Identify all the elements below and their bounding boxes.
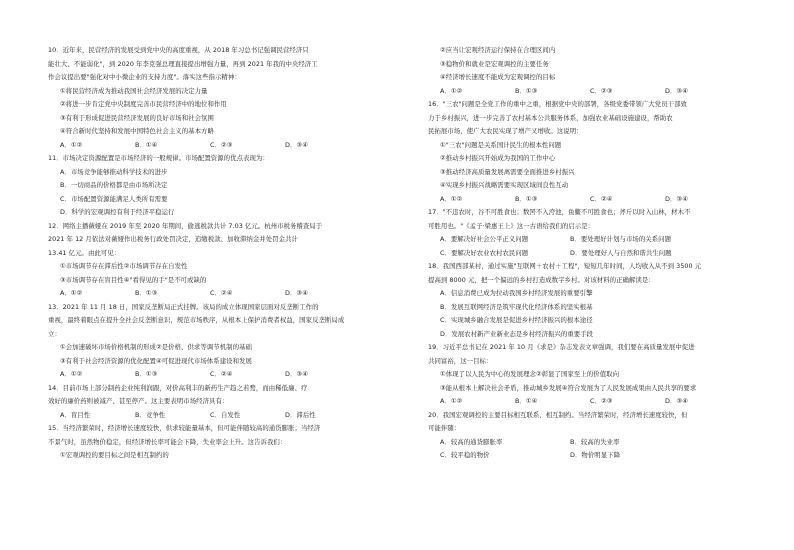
question-15 — [48, 422, 388, 463]
answer-options — [428, 233, 768, 247]
question-13 — [48, 301, 388, 382]
statement-item: ④符合新时代坚持和发展中国特色社会主义的基本方略 — [60, 127, 214, 135]
question-stem: 12．网络主播薇娅在 2019 年至 2020 年期间，偷逃税款共计 7.03 亿元。杭州市税务稽查局于 — [48, 221, 323, 230]
option-a: A．①② — [60, 289, 83, 297]
option-d: D．③④ — [665, 397, 688, 405]
option-a: A．较高的通货膨胀率 — [440, 437, 503, 446]
option-d: D．③④ — [285, 289, 308, 297]
option-d: D．要处理好人与自然和谐共生问题 — [570, 248, 672, 257]
right-column — [428, 44, 768, 463]
answer-options — [48, 409, 388, 423]
statement-item: ①市场调节存在滞后性②市场调节存在自发性 — [60, 262, 188, 270]
statement-item: ①体现了以人民为中心的发展理念②彰显了国家至上的价值取向 — [440, 370, 620, 378]
option-b: B．①③ — [515, 194, 538, 203]
left-column — [48, 44, 388, 463]
question-stem: 民拓展市场，使广大农民实现了增产又增收。这说明： — [428, 127, 583, 135]
option-d: D．③④ — [285, 140, 308, 149]
answer-options — [428, 85, 768, 99]
option-c: C．要解决好农业农村农民问题 — [440, 248, 529, 257]
question-10 — [48, 44, 388, 152]
option-d: D．发展农村新产业新业态是乡村经济振兴的重要手段 — [440, 329, 594, 338]
option-a: A．要解决好社会公平正义问题 — [440, 235, 529, 243]
option-b: B．①④ — [515, 397, 538, 405]
question-stem: 共同富裕，这一目标： — [428, 356, 493, 365]
question-stem: 13．2021 年 11 月 18 日，国家反垄断局正式挂牌。该局的成立体现国家层面对反垄断工作的 — [48, 302, 319, 311]
question-stem: 14．目前市场上部分制药企业纯利润跟，对价高利丰的新药生产趋之若鹜，而由稀低廉、疗 — [48, 383, 308, 392]
question-stem: 16．"三农"问题是全党工作的重中之重，根据党中央的部署，各级党委带领广大党员干部致 — [428, 100, 687, 108]
question-11 — [48, 152, 388, 220]
statement-item: ①会加速破坏市场价格机制的形成②是价格、供求等调节机制的基础 — [60, 343, 252, 351]
question-stem: 力于乡村振兴，进一步完善了农村基本公共服务体系，加强农业基础设施建设，帮助农 — [428, 113, 673, 122]
question-16 — [428, 98, 768, 206]
answer-options — [428, 395, 768, 409]
question-12 — [48, 220, 388, 301]
option-a: A．①② — [440, 86, 463, 95]
option-d: D．③④ — [665, 194, 688, 203]
statement-item: ①宏观调控的要目标之间是相互制约的 — [60, 451, 169, 459]
question-stem: 可能伴随： — [428, 424, 461, 432]
option-b: B．发展互联网经济是筑牢现代化经济体系的坚实根基 — [440, 302, 593, 311]
option-b: B．①③ — [515, 86, 538, 95]
question-stem: 可胜用也。"《孟子·梁惠王上》这一古语给我们的启示是： — [428, 221, 595, 230]
question-stem: 19．习近平总书记在 2021 年 10 月《求是》杂志发表文章强调，我们要在高质量发展中促进 — [428, 343, 695, 351]
answer-options — [48, 287, 388, 301]
option-c: C．②④ — [210, 289, 233, 297]
statement-item: ③有利于形成促进民营经济发展的良好市场和社会氛围 — [60, 113, 214, 122]
answer-options — [428, 193, 768, 207]
option-d: D．③④ — [285, 370, 308, 378]
question-14 — [48, 382, 388, 423]
question-stem: 效好的廉价药则被减产、甚至停产。这主要表明市场经济具有： — [48, 397, 229, 405]
option-b: B．一切商品的价格都是由市场所决定 — [60, 181, 168, 189]
question-stem: 10．近年来，民营经济的发展受到党中央的高度重视，从 2018 年习总书记强调民营经济只 — [48, 46, 309, 54]
option-b: B．竞争性 — [135, 410, 166, 419]
option-b: B．要处理好计划与市场的关系问题 — [570, 235, 672, 243]
answer-options — [428, 449, 768, 463]
question-stem: 17．"不违农时，谷不可胜食也；数罟不入洿池，鱼鳖不可胜食也；斧斤以时入山林，材木不 — [428, 208, 691, 216]
option-c: C．②④ — [210, 370, 233, 378]
option-b: B．①③ — [135, 289, 158, 297]
option-b: B．①④ — [135, 140, 158, 149]
statement-item: ②推动乡村振兴开始成为我国的工作中心 — [440, 154, 556, 162]
question-stem: 作会议提出要"强化对中小微企业的支持力度"。落实这些指示精神： — [48, 73, 241, 81]
statement-item: ③推动经济高质量发展离需要全面推进乡村振兴 — [440, 167, 575, 176]
option-a: A．①② — [60, 370, 83, 378]
question-stem: 11．市场决定资源配置是市场经济的一般规律。市场配置资源的优点表现为： — [48, 154, 269, 162]
statement-item: ③有利于社会经济资源的优化配置④可促进现代市场体系建设和发展 — [60, 356, 252, 365]
statement-item: ①将民营经济成为推动我国社会经济发展的决定力量 — [60, 86, 208, 95]
question-stem: 重视，最终着眼点在提升全社会反垄断意识，规范市场秩序，从根本上保护消费者权益，国家反垄断局成 — [48, 316, 345, 324]
question-stem: 提高到 8000 元，把一个偏远的乡村打造成数字乡村。对该材料的正确解读是： — [428, 275, 655, 284]
question-stem: 立： — [48, 329, 61, 338]
option-b: B．①③ — [135, 370, 158, 378]
option-a: A．盲目性 — [60, 410, 91, 419]
option-c: C．②④ — [590, 194, 613, 203]
option-c: C．②③ — [210, 140, 233, 149]
question-20 — [428, 409, 768, 463]
statement-item: ②将进一步肯定党中央制度完善市民营经济中的地位和作用 — [60, 100, 227, 108]
option-b: B．较高的失业率 — [570, 437, 620, 446]
option-a: A．①② — [60, 140, 83, 149]
option-d: D．③④ — [665, 86, 688, 95]
statement-item: ①"三农"问题是关系国计民生的根本性问题 — [440, 140, 562, 149]
option-c: C．自发性 — [210, 410, 241, 419]
question-17 — [428, 206, 768, 260]
option-a: A．①② — [440, 397, 463, 405]
option-c: C．市场配置资源能满足人类所有需要 — [60, 194, 168, 203]
answer-options — [48, 139, 388, 153]
statement-item: ③能从根本上解决社会矛盾，推动城乡发展④符合发展为了人民发展成果由人民共享的要求 — [440, 383, 697, 392]
statement-item: ③市场调节存在盲目性④"看得见的手"是不可或缺的 — [60, 275, 207, 284]
question-stem: 2021 年 12 月依法对薇娅作出税务行政处罚决定，追缴税款、加收滞纳金并处罚金共计 — [48, 235, 298, 243]
option-a: A．①② — [440, 194, 463, 203]
question-stem: 能壮大、不能弱化"，到 2020 年李克强总理直接提出增强力量，再到 2021 年我的中央经济工 — [48, 59, 318, 68]
answer-options — [48, 368, 388, 382]
option-d: D．科学的宏观调控有利于经济平稳运行 — [60, 208, 175, 216]
statement-item: ④经济增长速度不能成为宏观调控的目标 — [440, 73, 556, 81]
question-stem: 不景气时，虽然物价稳定，但经济增长率可能会下降，失业率会上升。这告诉我们： — [48, 437, 287, 446]
option-c: C．实现城乡融合发展是促进乡村经济振兴的根本途径 — [440, 316, 593, 324]
question-stem: 20．我国宏观调控的主要目标相互联系、相互制约。当经济繁荣时，经济增长速度较快，但 — [428, 410, 688, 419]
option-c: C．②③ — [590, 86, 613, 95]
option-c: C．较平稳的物价 — [440, 451, 490, 459]
question-stem: 13.41 亿元。由此可见： — [48, 248, 121, 257]
option-d: D．物价明显下降 — [570, 451, 621, 459]
question-stem: 18．我国西部某村，通过实施"互联网＋农村＋工程"，短短几年时间，人均收入从不到 3500 元 — [428, 262, 702, 270]
option-a: A．信息消费已成为拉动我国乡村经济发展的重要引擎 — [440, 289, 593, 297]
question-18 — [428, 260, 768, 341]
answer-options — [428, 247, 768, 261]
question-stem: 15．当经济繁荣时，经济增长速度较快，供求较能量基本，但可能伴随较高的通货膨胀；当经济 — [48, 424, 321, 432]
option-c: C．②③ — [590, 397, 613, 405]
question-15-continued — [428, 44, 768, 98]
option-d: D．滞后性 — [285, 410, 316, 419]
statement-item: ②应当让宏观经济运行保持在合理区间内 — [440, 46, 556, 54]
statement-item: ④实现乡村振兴战略需要实现区域间良性互动 — [440, 181, 569, 189]
option-a: A．市场竞争能够推动科学技术的进步 — [60, 167, 168, 176]
answer-options — [428, 436, 768, 450]
statement-item: ③稳物价和就业是宏观调控的主要任务 — [440, 59, 549, 68]
question-19 — [428, 341, 768, 409]
